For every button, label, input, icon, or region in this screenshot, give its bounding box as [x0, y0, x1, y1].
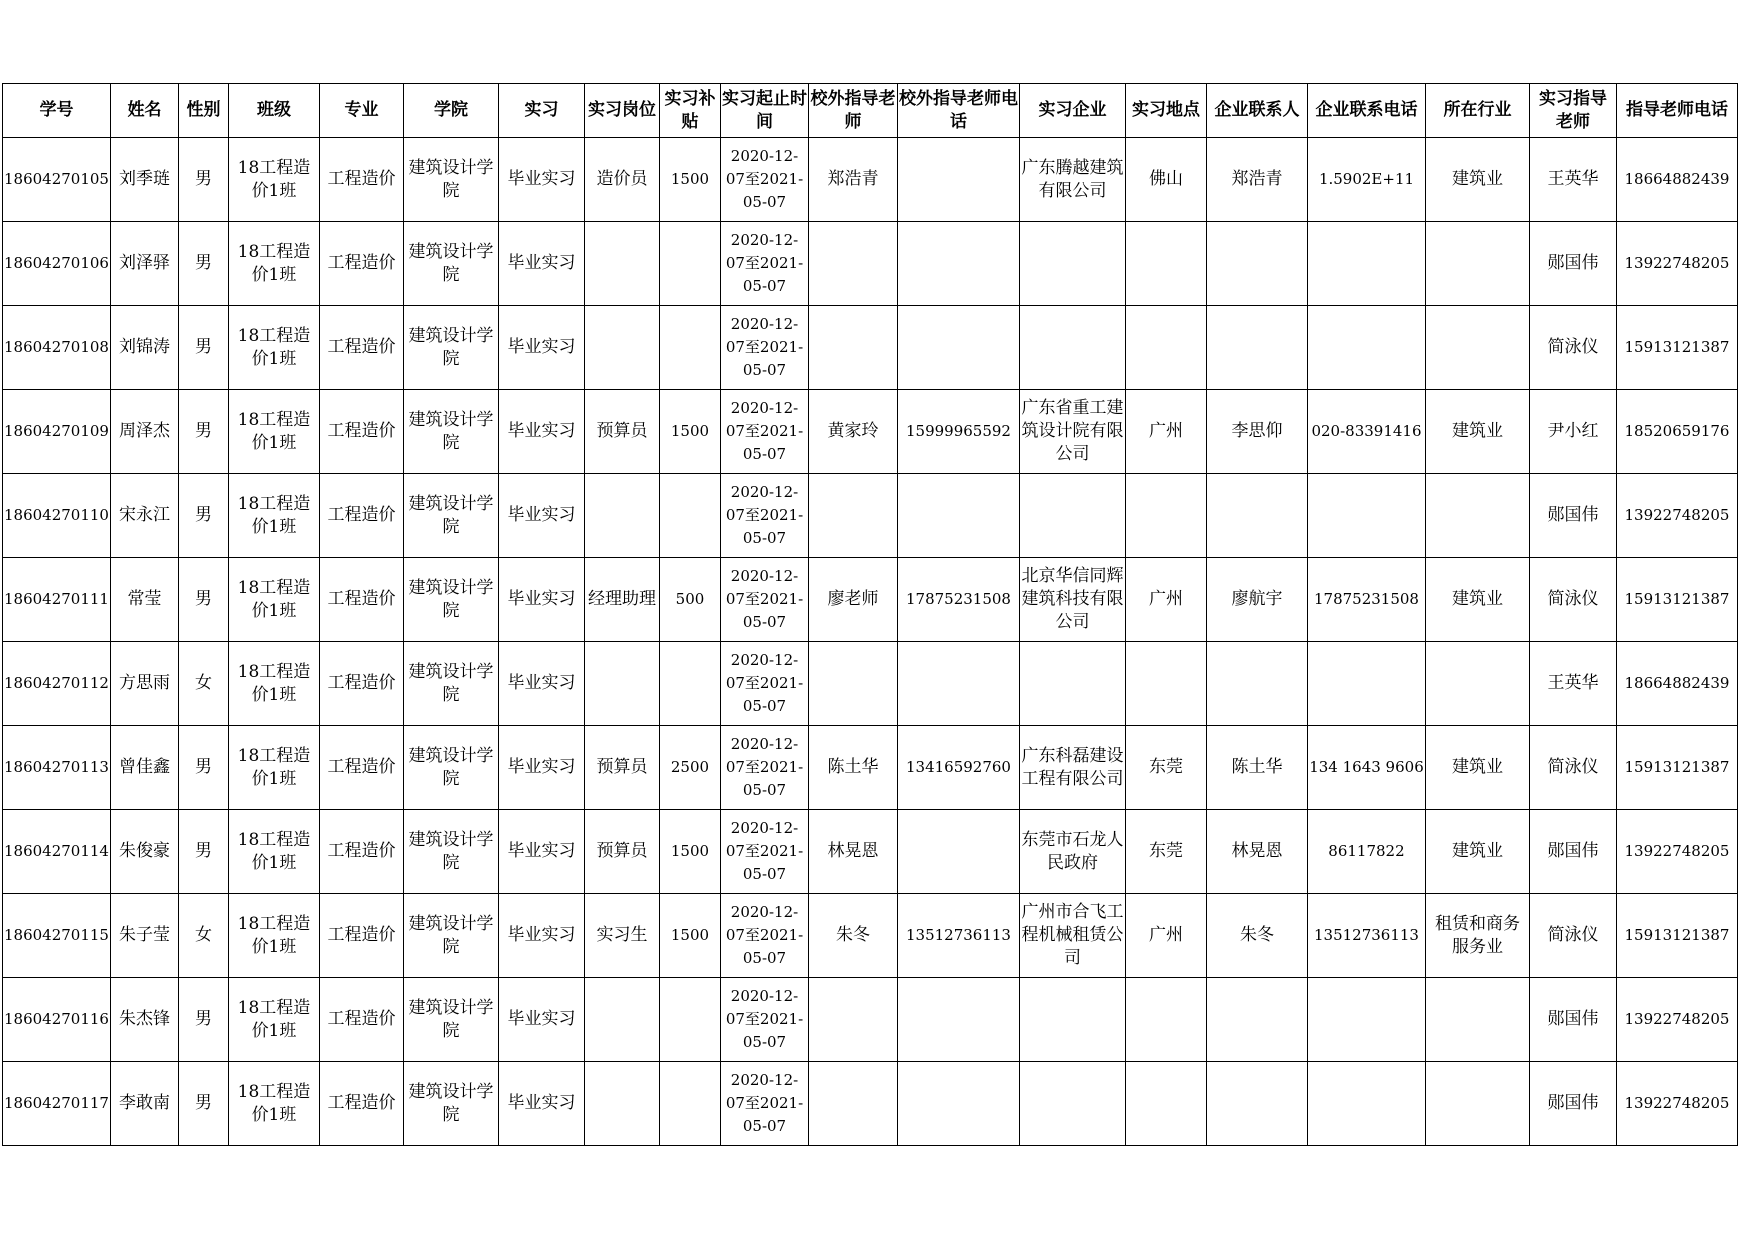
- industry-cell: [1425, 474, 1529, 558]
- student-id-cell: 18604270114: [3, 810, 111, 894]
- internship-period-cell: [720, 810, 808, 894]
- student-name-cell: 常莹: [110, 558, 178, 642]
- class-cell: 18工程造价1班: [228, 222, 319, 306]
- student-id-cell: 18604270108: [3, 306, 111, 390]
- external-teacher-cell: [808, 1062, 897, 1146]
- major-cell: 工程造价: [319, 1062, 403, 1146]
- supervisor-cell: 郧国伟: [1529, 810, 1616, 894]
- supervisor-cell: 郧国伟: [1529, 474, 1616, 558]
- period-text: 2020-12-07至2021-05-07: [725, 903, 804, 967]
- supervisor-cell: 简泳仪: [1529, 558, 1616, 642]
- internship-type-cell: 毕业实习: [498, 1062, 584, 1146]
- company-contact-cell: [1206, 306, 1307, 390]
- college-cell: 建筑设计学院: [403, 306, 498, 390]
- internship-post-cell: [584, 642, 659, 726]
- company-cell: 北京华信同辉建筑科技有限公司: [1019, 558, 1125, 642]
- supervisor-phone-cell: 13922748205: [1616, 222, 1737, 306]
- company-phone-cell: 020-83391416: [1307, 390, 1425, 474]
- gender-cell: 男: [178, 558, 228, 642]
- company-contact-cell: [1206, 642, 1307, 726]
- class-cell: 18工程造价1班: [228, 558, 319, 642]
- company-phone-cell: 1.5902E+11: [1307, 138, 1425, 222]
- internship-type-cell: 毕业实习: [498, 390, 584, 474]
- external-teacher-phone-cell: 17875231508: [897, 558, 1019, 642]
- internship-post-cell: [584, 978, 659, 1062]
- student-name-cell: 刘季琏: [110, 138, 178, 222]
- major-cell: 工程造价: [319, 474, 403, 558]
- internship-period-cell: [720, 894, 808, 978]
- company-phone-cell: 13512736113: [1307, 894, 1425, 978]
- internship-post-cell: 预算员: [584, 726, 659, 810]
- industry-cell: 建筑业: [1425, 810, 1529, 894]
- college-cell: 建筑设计学院: [403, 978, 498, 1062]
- external-teacher-phone-cell: 13416592760: [897, 726, 1019, 810]
- internship-period-cell: [720, 222, 808, 306]
- company-cell: [1019, 1062, 1125, 1146]
- external-teacher-cell: 廖老师: [808, 558, 897, 642]
- major-cell: 工程造价: [319, 390, 403, 474]
- period-text: 2020-12-07至2021-05-07: [725, 399, 804, 463]
- location-cell: 广州: [1125, 558, 1206, 642]
- internship-type-cell: 毕业实习: [498, 222, 584, 306]
- internship-table: [2, 83, 1738, 1146]
- industry-cell: [1425, 978, 1529, 1062]
- internship-post-cell: [584, 1062, 659, 1146]
- period-text: 2020-12-07至2021-05-07: [725, 147, 804, 211]
- student-name-cell: 周泽杰: [110, 390, 178, 474]
- external-teacher-cell: [808, 978, 897, 1062]
- table-row: [3, 894, 1738, 978]
- header-cell: 实习补贴: [659, 84, 720, 138]
- header-cell: 实习岗位: [584, 84, 659, 138]
- college-cell: 建筑设计学院: [403, 726, 498, 810]
- supervisor-cell: 郧国伟: [1529, 1062, 1616, 1146]
- subsidy-cell: 1500: [659, 894, 720, 978]
- gender-cell: 男: [178, 390, 228, 474]
- college-cell: 建筑设计学院: [403, 558, 498, 642]
- supervisor-phone-cell: 15913121387: [1616, 726, 1737, 810]
- internship-period-cell: [720, 726, 808, 810]
- table-row: [3, 306, 1738, 390]
- gender-cell: 男: [178, 978, 228, 1062]
- external-teacher-phone-cell: [897, 810, 1019, 894]
- company-contact-cell: 郑浩青: [1206, 138, 1307, 222]
- period-text: 2020-12-07至2021-05-07: [725, 483, 804, 547]
- company-contact-cell: 林晃恩: [1206, 810, 1307, 894]
- major-cell: 工程造价: [319, 642, 403, 726]
- student-name-cell: 曾佳鑫: [110, 726, 178, 810]
- class-cell: 18工程造价1班: [228, 138, 319, 222]
- college-cell: 建筑设计学院: [403, 810, 498, 894]
- company-phone-cell: [1307, 222, 1425, 306]
- supervisor-cell: 郧国伟: [1529, 222, 1616, 306]
- internship-post-cell: 预算员: [584, 810, 659, 894]
- industry-cell: [1425, 306, 1529, 390]
- major-cell: 工程造价: [319, 726, 403, 810]
- external-teacher-phone-cell: [897, 474, 1019, 558]
- supervisor-cell: 简泳仪: [1529, 894, 1616, 978]
- company-cell: 东莞市石龙人民政府: [1019, 810, 1125, 894]
- subsidy-cell: [659, 1062, 720, 1146]
- external-teacher-phone-cell: [897, 222, 1019, 306]
- gender-cell: 男: [178, 474, 228, 558]
- supervisor-cell: 简泳仪: [1529, 726, 1616, 810]
- supervisor-cell: 尹小红: [1529, 390, 1616, 474]
- period-text: 2020-12-07至2021-05-07: [725, 819, 804, 883]
- industry-cell: 租赁和商务服务业: [1425, 894, 1529, 978]
- internship-post-cell: [584, 474, 659, 558]
- subsidy-cell: [659, 222, 720, 306]
- supervisor-phone-cell: 15913121387: [1616, 894, 1737, 978]
- subsidy-cell: [659, 474, 720, 558]
- internship-post-cell: 经理助理: [584, 558, 659, 642]
- table-row: [3, 726, 1738, 810]
- student-id-cell: 18604270116: [3, 978, 111, 1062]
- industry-cell: 建筑业: [1425, 138, 1529, 222]
- supervisor-cell: 简泳仪: [1529, 306, 1616, 390]
- table-row: [3, 642, 1738, 726]
- subsidy-cell: 500: [659, 558, 720, 642]
- period-text: 2020-12-07至2021-05-07: [725, 987, 804, 1051]
- internship-period-cell: [720, 138, 808, 222]
- external-teacher-phone-cell: [897, 138, 1019, 222]
- company-contact-cell: [1206, 1062, 1307, 1146]
- internship-type-cell: 毕业实习: [498, 894, 584, 978]
- location-cell: 东莞: [1125, 810, 1206, 894]
- header-cell: 企业联系电话: [1307, 84, 1425, 138]
- student-id-cell: 18604270117: [3, 1062, 111, 1146]
- internship-type-cell: 毕业实习: [498, 978, 584, 1062]
- company-cell: 广州市合飞工程机械租赁公司: [1019, 894, 1125, 978]
- class-cell: 18工程造价1班: [228, 390, 319, 474]
- header-cell: 姓名: [110, 84, 178, 138]
- external-teacher-cell: 郑浩青: [808, 138, 897, 222]
- major-cell: 工程造价: [319, 894, 403, 978]
- supervisor-cell: 王英华: [1529, 138, 1616, 222]
- header-cell: 学号: [3, 84, 111, 138]
- student-id-cell: 18604270115: [3, 894, 111, 978]
- company-contact-cell: [1206, 978, 1307, 1062]
- internship-period-cell: [720, 558, 808, 642]
- student-id-cell: 18604270113: [3, 726, 111, 810]
- company-contact-cell: 朱冬: [1206, 894, 1307, 978]
- header-cell: 实习指导老师: [1529, 84, 1616, 138]
- period-text: 2020-12-07至2021-05-07: [725, 315, 804, 379]
- internship-type-cell: 毕业实习: [498, 642, 584, 726]
- supervisor-phone-cell: 13922748205: [1616, 474, 1737, 558]
- supervisor-phone-cell: 13922748205: [1616, 810, 1737, 894]
- company-cell: 广东科磊建设工程有限公司: [1019, 726, 1125, 810]
- class-cell: 18工程造价1班: [228, 726, 319, 810]
- college-cell: 建筑设计学院: [403, 1062, 498, 1146]
- location-cell: 广州: [1125, 894, 1206, 978]
- gender-cell: 女: [178, 642, 228, 726]
- class-cell: 18工程造价1班: [228, 894, 319, 978]
- internship-period-cell: [720, 642, 808, 726]
- industry-cell: 建筑业: [1425, 726, 1529, 810]
- industry-cell: [1425, 222, 1529, 306]
- supervisor-phone-cell: 18520659176: [1616, 390, 1737, 474]
- company-contact-cell: [1206, 222, 1307, 306]
- student-id-cell: 18604270109: [3, 390, 111, 474]
- table-row: [3, 474, 1738, 558]
- header-cell: 所在行业: [1425, 84, 1529, 138]
- gender-cell: 男: [178, 810, 228, 894]
- industry-cell: 建筑业: [1425, 558, 1529, 642]
- major-cell: 工程造价: [319, 306, 403, 390]
- industry-cell: [1425, 1062, 1529, 1146]
- gender-cell: 男: [178, 726, 228, 810]
- company-contact-cell: 李思仰: [1206, 390, 1307, 474]
- external-teacher-cell: [808, 222, 897, 306]
- gender-cell: 男: [178, 1062, 228, 1146]
- company-cell: [1019, 222, 1125, 306]
- external-teacher-cell: 黄家玲: [808, 390, 897, 474]
- internship-type-cell: 毕业实习: [498, 306, 584, 390]
- internship-type-cell: 毕业实习: [498, 138, 584, 222]
- company-cell: 广东腾越建筑有限公司: [1019, 138, 1125, 222]
- location-cell: [1125, 978, 1206, 1062]
- student-name-cell: 刘锦涛: [110, 306, 178, 390]
- external-teacher-cell: 朱冬: [808, 894, 897, 978]
- supervisor-cell: 王英华: [1529, 642, 1616, 726]
- external-teacher-cell: 林晃恩: [808, 810, 897, 894]
- company-cell: [1019, 978, 1125, 1062]
- subsidy-cell: 1500: [659, 810, 720, 894]
- internship-post-cell: [584, 306, 659, 390]
- external-teacher-phone-cell: [897, 642, 1019, 726]
- student-name-cell: 李敢南: [110, 1062, 178, 1146]
- college-cell: 建筑设计学院: [403, 894, 498, 978]
- header-cell: 性别: [178, 84, 228, 138]
- supervisor-phone-cell: 13922748205: [1616, 978, 1737, 1062]
- supervisor-phone-cell: 15913121387: [1616, 558, 1737, 642]
- class-cell: 18工程造价1班: [228, 978, 319, 1062]
- company-contact-cell: [1206, 474, 1307, 558]
- supervisor-phone-cell: 18664882439: [1616, 642, 1737, 726]
- major-cell: 工程造价: [319, 222, 403, 306]
- supervisor-phone-cell: 15913121387: [1616, 306, 1737, 390]
- header-row: [3, 84, 1738, 138]
- header-cell: 企业联系人: [1206, 84, 1307, 138]
- subsidy-cell: 1500: [659, 138, 720, 222]
- gender-cell: 男: [178, 306, 228, 390]
- subsidy-cell: [659, 978, 720, 1062]
- period-text: 2020-12-07至2021-05-07: [725, 231, 804, 295]
- external-teacher-phone-cell: 13512736113: [897, 894, 1019, 978]
- college-cell: 建筑设计学院: [403, 138, 498, 222]
- student-id-cell: 18604270111: [3, 558, 111, 642]
- external-teacher-cell: [808, 474, 897, 558]
- external-teacher-phone-cell: [897, 978, 1019, 1062]
- location-cell: [1125, 306, 1206, 390]
- student-name-cell: 宋永江: [110, 474, 178, 558]
- table-body: [3, 138, 1738, 1146]
- gender-cell: 男: [178, 222, 228, 306]
- header-cell: 实习: [498, 84, 584, 138]
- period-text: 2020-12-07至2021-05-07: [725, 567, 804, 631]
- internship-period-cell: [720, 306, 808, 390]
- major-cell: 工程造价: [319, 978, 403, 1062]
- student-name-cell: 方思雨: [110, 642, 178, 726]
- student-id-cell: 18604270106: [3, 222, 111, 306]
- class-cell: 18工程造价1班: [228, 1062, 319, 1146]
- company-phone-cell: [1307, 474, 1425, 558]
- header-cell: 班级: [228, 84, 319, 138]
- college-cell: 建筑设计学院: [403, 390, 498, 474]
- supervisor-cell: 郧国伟: [1529, 978, 1616, 1062]
- class-cell: 18工程造价1班: [228, 474, 319, 558]
- internship-type-cell: 毕业实习: [498, 726, 584, 810]
- external-teacher-phone-cell: [897, 1062, 1019, 1146]
- student-name-cell: 朱杰锋: [110, 978, 178, 1062]
- supervisor-phone-cell: 18664882439: [1616, 138, 1737, 222]
- student-id-cell: 18604270110: [3, 474, 111, 558]
- internship-post-cell: 预算员: [584, 390, 659, 474]
- industry-cell: [1425, 642, 1529, 726]
- class-cell: 18工程造价1班: [228, 810, 319, 894]
- company-phone-cell: [1307, 642, 1425, 726]
- header-cell: 实习地点: [1125, 84, 1206, 138]
- location-cell: 广州: [1125, 390, 1206, 474]
- company-contact-cell: 陈土华: [1206, 726, 1307, 810]
- college-cell: 建筑设计学院: [403, 642, 498, 726]
- gender-cell: 女: [178, 894, 228, 978]
- company-phone-cell: [1307, 306, 1425, 390]
- internship-period-cell: [720, 390, 808, 474]
- internship-post-cell: 造价员: [584, 138, 659, 222]
- internship-period-cell: [720, 978, 808, 1062]
- location-cell: [1125, 642, 1206, 726]
- header-cell: 实习起止时间: [720, 84, 808, 138]
- internship-type-cell: 毕业实习: [498, 810, 584, 894]
- location-cell: 东莞: [1125, 726, 1206, 810]
- external-teacher-cell: [808, 642, 897, 726]
- internship-period-cell: [720, 474, 808, 558]
- college-cell: 建筑设计学院: [403, 474, 498, 558]
- internship-post-cell: [584, 222, 659, 306]
- major-cell: 工程造价: [319, 138, 403, 222]
- major-cell: 工程造价: [319, 810, 403, 894]
- student-name-cell: 朱子莹: [110, 894, 178, 978]
- header-cell: 校外指导老师: [808, 84, 897, 138]
- student-id-cell: 18604270112: [3, 642, 111, 726]
- table-row: [3, 1062, 1738, 1146]
- header-cell: 学院: [403, 84, 498, 138]
- table-row: [3, 558, 1738, 642]
- external-teacher-cell: [808, 306, 897, 390]
- supervisor-phone-cell: 13922748205: [1616, 1062, 1737, 1146]
- header-cell: 校外指导老师电话: [897, 84, 1019, 138]
- internship-type-cell: 毕业实习: [498, 474, 584, 558]
- major-cell: 工程造价: [319, 558, 403, 642]
- class-cell: 18工程造价1班: [228, 642, 319, 726]
- company-cell: 广东省重工建筑设计院有限公司: [1019, 390, 1125, 474]
- table-row: [3, 222, 1738, 306]
- industry-cell: 建筑业: [1425, 390, 1529, 474]
- header-cell: 指导老师电话: [1616, 84, 1737, 138]
- period-text: 2020-12-07至2021-05-07: [725, 735, 804, 799]
- internship-type-cell: 毕业实习: [498, 558, 584, 642]
- gender-cell: 男: [178, 138, 228, 222]
- student-name-cell: 刘泽驿: [110, 222, 178, 306]
- external-teacher-phone-cell: 15999965592: [897, 390, 1019, 474]
- table-row: [3, 390, 1738, 474]
- subsidy-cell: 1500: [659, 390, 720, 474]
- company-phone-cell: [1307, 978, 1425, 1062]
- location-cell: [1125, 474, 1206, 558]
- header-cell: 专业: [319, 84, 403, 138]
- company-phone-cell: 134 1643 9606: [1307, 726, 1425, 810]
- period-text: 2020-12-07至2021-05-07: [725, 1071, 804, 1135]
- college-cell: 建筑设计学院: [403, 222, 498, 306]
- table-row: [3, 810, 1738, 894]
- company-phone-cell: 17875231508: [1307, 558, 1425, 642]
- location-cell: [1125, 222, 1206, 306]
- company-phone-cell: [1307, 1062, 1425, 1146]
- location-cell: [1125, 1062, 1206, 1146]
- table-row: [3, 978, 1738, 1062]
- company-cell: [1019, 306, 1125, 390]
- company-contact-cell: 廖航宇: [1206, 558, 1307, 642]
- company-cell: [1019, 642, 1125, 726]
- location-cell: 佛山: [1125, 138, 1206, 222]
- external-teacher-cell: 陈土华: [808, 726, 897, 810]
- class-cell: 18工程造价1班: [228, 306, 319, 390]
- external-teacher-phone-cell: [897, 306, 1019, 390]
- subsidy-cell: 2500: [659, 726, 720, 810]
- company-phone-cell: 86117822: [1307, 810, 1425, 894]
- header-cell: 实习企业: [1019, 84, 1125, 138]
- student-id-cell: 18604270105: [3, 138, 111, 222]
- subsidy-cell: [659, 306, 720, 390]
- table-row: [3, 138, 1738, 222]
- internship-post-cell: 实习生: [584, 894, 659, 978]
- period-text: 2020-12-07至2021-05-07: [725, 651, 804, 715]
- subsidy-cell: [659, 642, 720, 726]
- internship-period-cell: [720, 1062, 808, 1146]
- company-cell: [1019, 474, 1125, 558]
- student-name-cell: 朱俊豪: [110, 810, 178, 894]
